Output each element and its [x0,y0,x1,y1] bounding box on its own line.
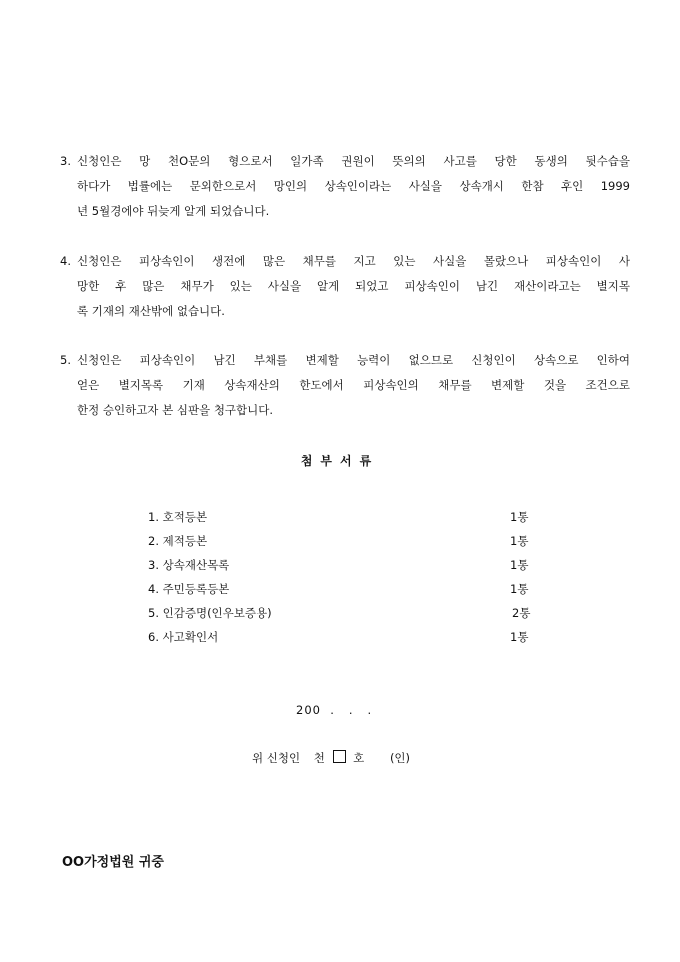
attachment-quantity: 1통 [510,558,529,572]
attachment-label: 3. 상속재산목록 [148,558,230,572]
redacted-box-icon [333,750,346,763]
attachment-quantity: 1통 [510,582,529,596]
attachments-list [148,505,548,649]
paragraph-line: 년 5월경에야 뒤늦게 알게 되었습니다. [77,204,270,218]
list-item [148,577,548,601]
paragraph-number: 4. [60,254,71,268]
attachments-heading: 첨부서류 [300,454,380,468]
applicant-surname: 천 [313,751,325,765]
paragraph-line: 한정 승인하고자 본 심판을 청구합니다. [77,403,274,417]
applicant-signature [252,750,410,766]
list-item [148,601,548,625]
attachment-quantity: 1통 [510,534,529,548]
attachment-label: 1. 호적등본 [148,510,208,524]
paragraph-line: 망한 후 많은 채무가 있는 사실을 알게 되었고 피상속인이 남긴 재산이라고는 별지목 [77,279,630,293]
applicant-prefix: 위 신청인 [252,751,301,765]
paragraph-4 [60,249,630,324]
attachment-label: 4. 주민등록등본 [148,582,230,596]
list-item [148,529,548,553]
paragraph-line: 신청인은 망 천O문의 형으로서 일가족 권원이 뜻의의 사고를 당한 동생의 뒷수습을 [77,154,630,168]
attachment-quantity: 1통 [510,630,529,644]
list-item [148,625,548,649]
seal-mark: (인) [389,751,411,765]
paragraph-line: 하다가 법률에는 문외한으로서 망인의 상속인이라는 사실을 상속개시 한참 후인 1999 [77,179,630,193]
attachment-quantity: 2통 [512,606,531,620]
court-addressee: OO가정법원 귀중 [62,855,164,870]
attachment-label: 5. 인감증명(인우보증용) [148,606,272,620]
paragraph-number: 5. [60,353,71,367]
attachment-label: 2. 제적등본 [148,534,208,548]
applicant-given-name: 호 [353,751,365,765]
paragraph-line: 신청인은 피상속인이 남긴 부채를 변제할 능력이 없으므로 신청인이 상속으로 인하여 [77,353,630,367]
paragraph-number: 3. [60,154,71,168]
list-item [148,553,548,577]
list-item [148,505,548,529]
paragraph-line: 신청인은 피상속인이 생전에 많은 채무를 지고 있는 사실을 몰랐으나 피상속인이 사 [77,254,630,268]
filing-date: 200 . . . [296,703,373,717]
paragraph-line: 얻은 별지목록 기재 상속재산의 한도에서 피상속인의 채무를 변제할 것을 조건으로 [77,378,630,392]
paragraph-3 [60,149,630,224]
attachment-quantity: 1통 [510,510,529,524]
attachment-label: 6. 사고확인서 [148,630,219,644]
paragraph-line: 록 기재의 재산밖에 없습니다. [77,304,225,318]
paragraph-5 [60,348,630,423]
